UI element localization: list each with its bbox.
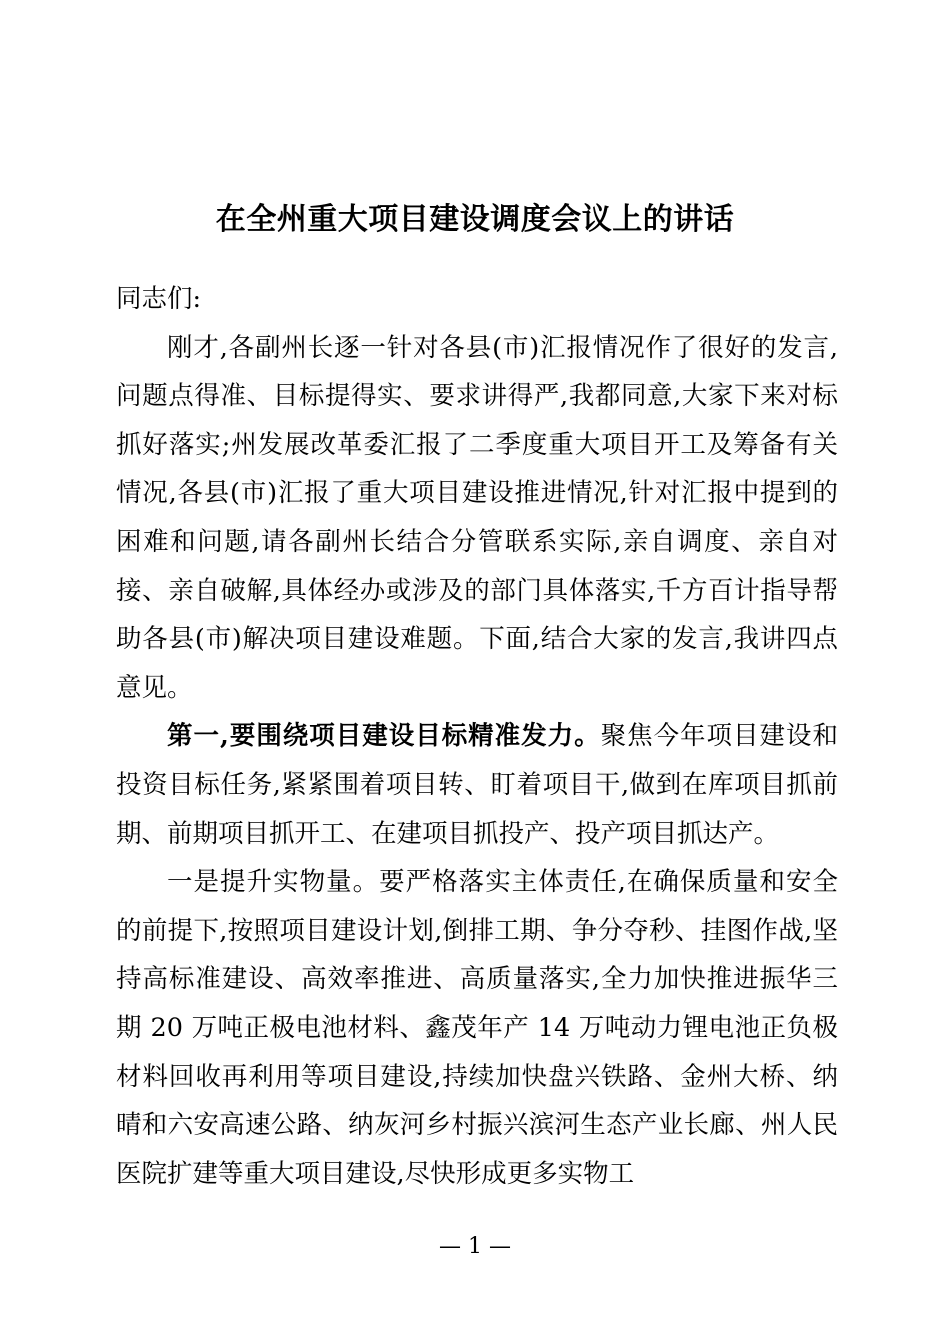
- section-heading: 第一,要围绕项目建设目标精准发力。: [167, 721, 601, 752]
- paragraph: [116, 324, 838, 713]
- speech-body: [116, 275, 838, 1198]
- paragraph-text: 刚才,各副州长逐一针对各县(市)汇报情况作了很好的发言,问题点得准、目标提得实、要求讲得严,我都同意,大家下来对标抓好落实;州发展改革委汇报了二季度重大项目开工及筹备有关情况,各县(市)汇报了重大项目建设推进情况,针对汇报中提到的困难和问题,请各副州长结合分管联系实际,亲自调度、亲自对接、亲自破解,具体经办或涉及的部门具体落实,千方百计指导帮助各县(市)解决项目建设难题。下面,结合大家的发言,我讲四点意见。: [116, 332, 838, 703]
- paragraph-text: 一是提升实物量。要严格落实主体责任,在确保质量和安全的前提下,按照项目建设计划,倒排工期、争分夺秒、挂图作战,坚持高标准建设、高效率推进、高质量落实,全力加快推进振华三期 20 万吨正极电池材料、鑫茂年产 14 万吨动力锂电池正负极材料回收再利用等项目建设,持续加快盘兴铁路、金州大桥、纳晴和六安高速公路、纳灰河乡村振兴滨河生态产业长廊、州人民医院扩建等重大项目建设,尽快形成更多实物工: [116, 867, 838, 1189]
- paragraph-text: 聚焦今年项目建设和投资目标任务,紧紧围着项目转、盯着项目干,做到在库项目抓前期、前期项目抓开工、在建项目抓投产、投产项目抓达产。: [116, 721, 838, 849]
- salutation: 同志们:: [116, 284, 202, 314]
- paragraph: [116, 858, 838, 1198]
- page-number: — 1 —: [439, 1234, 511, 1259]
- paragraph: [116, 712, 838, 858]
- page-title: 在全州重大项目建设调度会议上的讲话: [215, 202, 735, 238]
